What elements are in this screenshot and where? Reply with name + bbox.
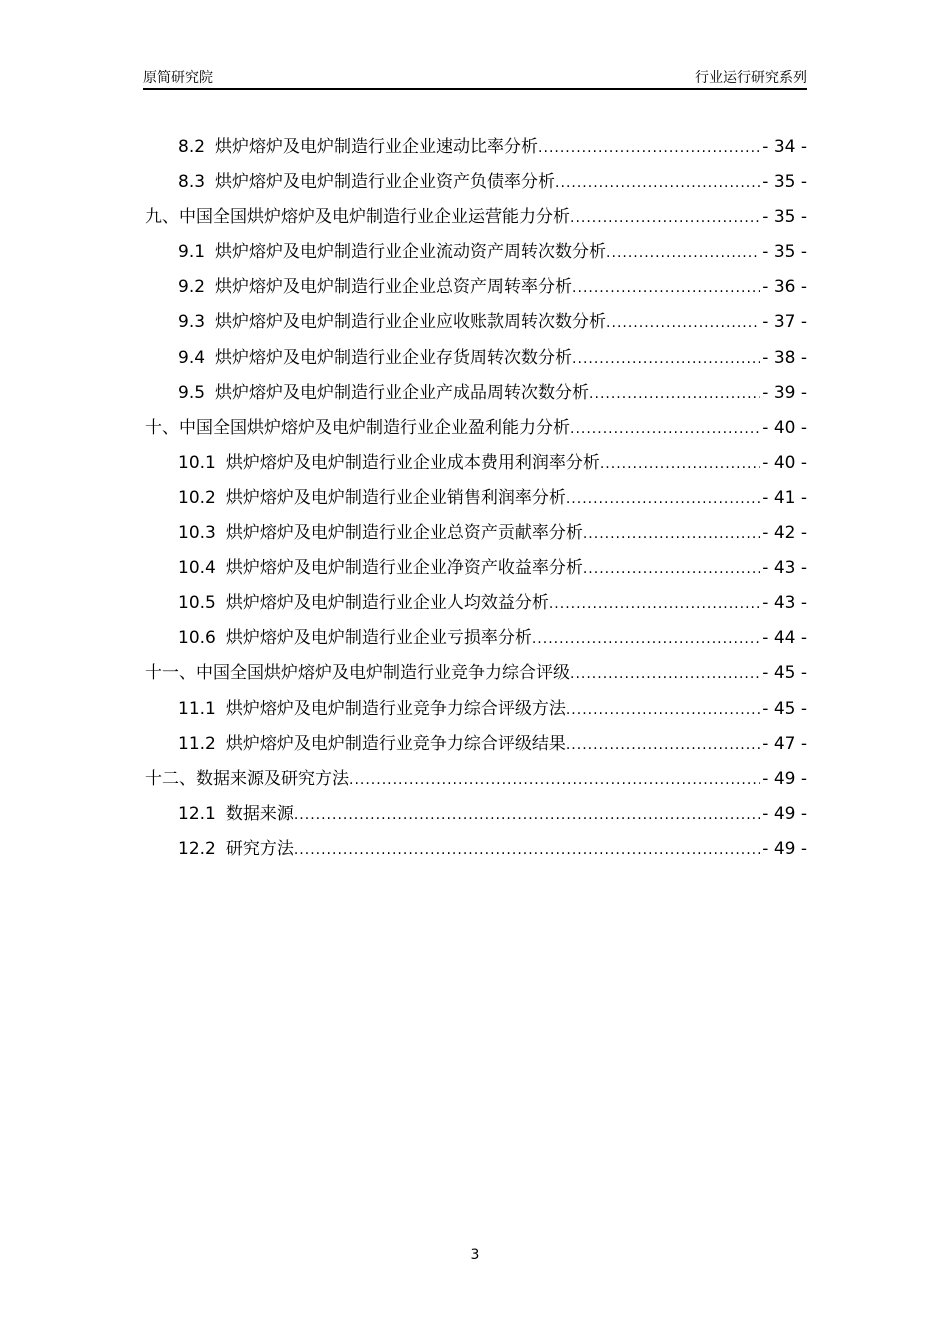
toc-entry[interactable]	[145, 272, 807, 307]
toc-dot-leader	[600, 456, 760, 472]
toc-entry[interactable]	[145, 764, 807, 799]
toc-dot-leader	[294, 807, 760, 823]
toc-entry-number: 12.2	[178, 838, 216, 859]
toc-entry[interactable]	[145, 343, 807, 378]
toc-entry-title: 烘炉熔炉及电炉制造行业企业产成品周转次数分析	[215, 382, 590, 403]
toc-dot-leader	[570, 421, 760, 437]
toc-dot-leader	[566, 702, 760, 718]
toc-entry-number: 9.1	[178, 242, 206, 263]
toc-entry[interactable]	[145, 658, 807, 693]
toc-entry[interactable]	[145, 553, 807, 588]
toc-entry-title: 烘炉熔炉及电炉制造行业竞争力综合评级结果	[225, 733, 566, 754]
toc-entry-page: - 49 -	[762, 838, 807, 859]
toc-entry-page: - 40 -	[762, 452, 807, 473]
toc-entry-title: 烘炉熔炉及电炉制造行业企业销售利润率分析	[225, 487, 566, 508]
toc-entry[interactable]	[145, 729, 807, 764]
toc-entry-page: - 35 -	[762, 242, 807, 263]
toc-entry-page: - 39 -	[762, 382, 807, 403]
toc-entry-page: - 41 -	[762, 487, 807, 508]
toc-dot-leader	[606, 245, 760, 261]
toc-entry-title: 九、中国全国烘炉熔炉及电炉制造行业企业运营能力分析	[145, 207, 570, 228]
toc-entry-number: 9.3	[178, 312, 206, 333]
toc-entry[interactable]	[145, 202, 807, 237]
toc-entry-page: - 42 -	[762, 523, 807, 544]
toc-entry[interactable]	[145, 448, 807, 483]
toc-entry-title: 烘炉熔炉及电炉制造行业企业亏损率分析	[225, 628, 532, 649]
toc-entry-number: 10.1	[178, 452, 216, 473]
toc-dot-leader	[570, 210, 760, 226]
toc-entry-page: - 36 -	[762, 277, 807, 298]
toc-entry[interactable]	[145, 413, 807, 448]
toc-entry-title: 数据来源	[225, 803, 294, 824]
toc-entry[interactable]	[145, 483, 807, 518]
toc-entry-page: - 34 -	[762, 137, 807, 157]
toc-entry-title: 烘炉熔炉及电炉制造行业企业成本费用利润率分析	[225, 452, 600, 473]
toc-dot-leader	[549, 596, 760, 612]
toc-entry-page: - 49 -	[762, 803, 807, 824]
toc-entry-title: 烘炉熔炉及电炉制造行业企业总资产周转率分析	[215, 277, 573, 298]
toc-entry-page: - 37 -	[762, 312, 807, 333]
toc-entry-title: 烘炉熔炉及电炉制造行业企业流动资产周转次数分析	[215, 242, 607, 263]
toc-entry[interactable]	[145, 307, 807, 342]
toc-dot-leader	[583, 526, 760, 542]
toc-dot-leader	[572, 280, 760, 296]
toc-dot-leader	[566, 491, 760, 507]
toc-dot-leader	[566, 737, 760, 753]
toc-entry-title: 烘炉熔炉及电炉制造行业企业存货周转次数分析	[215, 347, 573, 368]
toc-entry-number: 9.2	[178, 277, 206, 298]
toc-entry[interactable]	[145, 378, 807, 413]
toc-entry-number: 9.4	[178, 347, 206, 368]
header-org: 原简研究院	[143, 70, 213, 86]
toc-entry-number: 11.2	[178, 733, 216, 754]
toc-entry[interactable]	[145, 237, 807, 272]
toc-dot-leader	[555, 175, 760, 191]
toc-entry-page: - 49 -	[762, 768, 807, 789]
toc-entry-number: 11.1	[178, 698, 216, 719]
toc-entry-page: - 38 -	[762, 347, 807, 368]
toc-dot-leader	[532, 631, 760, 647]
toc-dot-leader	[294, 842, 760, 858]
toc-entry[interactable]	[145, 132, 807, 167]
toc-dot-leader	[583, 561, 760, 577]
toc-entry-page: - 43 -	[762, 558, 807, 579]
page-header	[143, 66, 807, 90]
toc-dot-leader	[589, 386, 760, 402]
toc-entry-title: 十、中国全国烘炉熔炉及电炉制造行业企业盈利能力分析	[145, 417, 570, 438]
toc-entry-title: 十二、数据来源及研究方法	[145, 768, 349, 789]
toc-entry[interactable]	[145, 588, 807, 623]
page-number: 3	[470, 1247, 480, 1263]
toc-entry-title: 烘炉熔炉及电炉制造行业企业应收账款周转次数分析	[215, 312, 607, 333]
toc-entry-number: 12.1	[178, 803, 216, 824]
table-of-contents	[145, 132, 807, 869]
toc-entry-page: - 44 -	[762, 628, 807, 649]
toc-dot-leader	[572, 351, 760, 367]
toc-entry-page: - 45 -	[762, 698, 807, 719]
toc-entry-page: - 45 -	[762, 663, 807, 684]
toc-entry-page: - 47 -	[762, 733, 807, 754]
header-series: 行业运行研究系列	[695, 70, 807, 86]
toc-entry-number: 10.4	[178, 558, 216, 579]
toc-entry-number: 8.2	[178, 137, 206, 157]
toc-entry-title: 烘炉熔炉及电炉制造行业企业人均效益分析	[225, 593, 549, 614]
toc-entry-number: 10.5	[178, 593, 216, 614]
toc-entry[interactable]	[145, 799, 807, 834]
toc-entry-title: 烘炉熔炉及电炉制造行业竞争力综合评级方法	[225, 698, 566, 719]
toc-dot-leader	[606, 315, 760, 331]
toc-dot-leader	[538, 140, 760, 156]
toc-dot-leader	[570, 666, 760, 682]
toc-entry-number: 9.5	[178, 382, 206, 403]
toc-entry[interactable]	[145, 694, 807, 729]
toc-entry-number: 10.6	[178, 628, 216, 649]
toc-entry-title: 烘炉熔炉及电炉制造行业企业资产负债率分析	[215, 172, 556, 193]
toc-entry[interactable]	[145, 167, 807, 202]
toc-entry-title: 烘炉熔炉及电炉制造行业企业速动比率分析	[215, 137, 539, 157]
toc-entry[interactable]	[145, 834, 807, 869]
toc-entry-title: 烘炉熔炉及电炉制造行业企业总资产贡献率分析	[225, 523, 583, 544]
toc-dot-leader	[349, 772, 760, 788]
toc-entry-title: 烘炉熔炉及电炉制造行业企业净资产收益率分析	[225, 558, 583, 579]
toc-entry-number: 8.3	[178, 172, 206, 193]
toc-entry-page: - 40 -	[762, 417, 807, 438]
toc-entry-page: - 35 -	[762, 172, 807, 193]
toc-entry[interactable]	[145, 518, 807, 553]
toc-entry[interactable]	[145, 623, 807, 658]
toc-entry-number: 10.2	[178, 487, 216, 508]
toc-entry-title: 十一、中国全国烘炉熔炉及电炉制造行业竞争力综合评级	[145, 663, 570, 684]
toc-entry-page: - 43 -	[762, 593, 807, 614]
toc-entry-number: 10.3	[178, 523, 216, 544]
toc-entry-page: - 35 -	[762, 207, 807, 228]
toc-entry-title: 研究方法	[225, 838, 294, 859]
